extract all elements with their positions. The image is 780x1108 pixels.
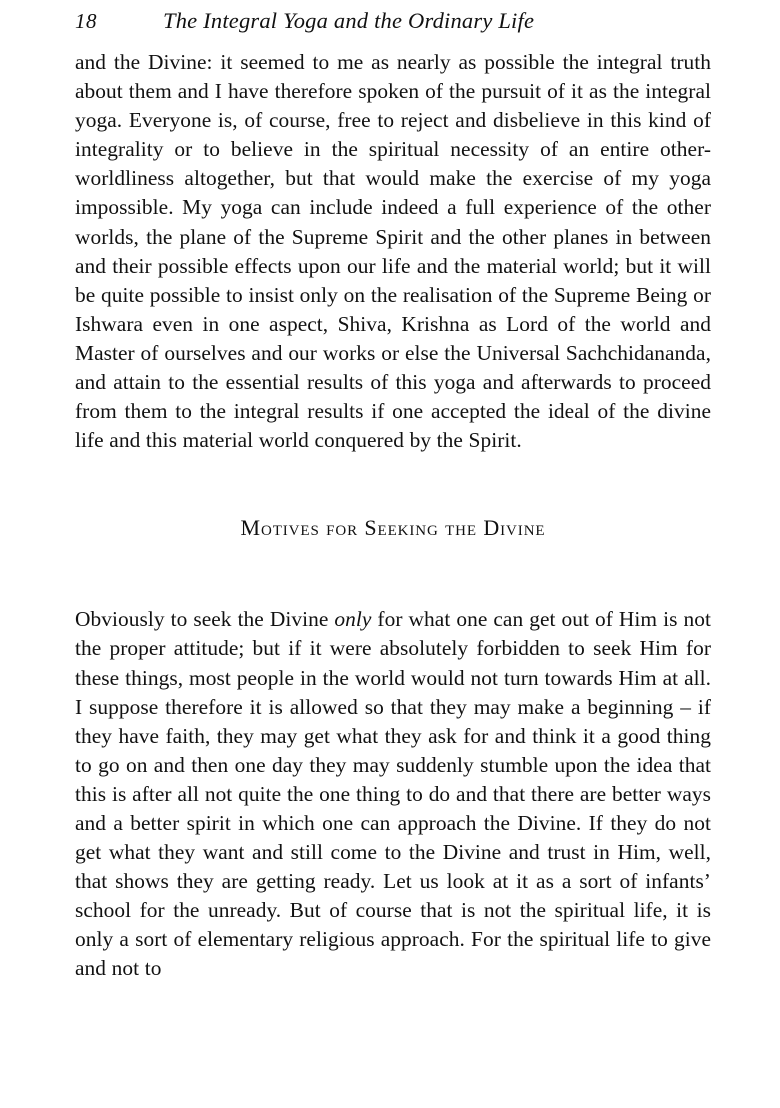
paragraph-two-lead: Obviously to seek the Divine [75, 607, 335, 632]
running-head-title: The Integral Yoga and the Ordinary Life [163, 8, 535, 33]
page-number: 18 [75, 9, 97, 33]
spacer-above-heading [75, 455, 711, 513]
spacer-below-heading [75, 543, 711, 605]
text-block [75, 48, 711, 984]
section-heading: Motives for Seeking the Divine [240, 515, 546, 541]
paragraph-two [75, 605, 711, 983]
emphasis-only: only [334, 607, 372, 632]
paragraph-two-rest: for what one can get out of Him is not the proper attitude; but if it were absolutely forbidden to seek Him for these things, most people in the world would not turn towards Him at all. I suppose therefore it is allowed so that they may make a beginning – if they have faith, they may get what they ask for and think it a good thing to go on and then one day they may suddenly stumble upon the idea that this is after all not quite the one thing to do and that there are better ways and a better spirit in which one can approach the Divine. If they do not get what they want and still come to the Divine and trust in Him, well, that shows they are getting ready. Let us look at it as a sort of infants’ school for the unready. But of course that is not the spiritual life, it is only a sort of elementary religious approach. For the spiritual life to give and not to [75, 607, 711, 981]
paragraph-one: and the Divine: it seemed to me as nearly as possible the integral truth about them and I have therefore spoken of the pursuit of it as the integral yoga. Everyone is, of course, free to reject and disbelieve in this kind of integrality or to believe in the spiritual necessity of an entire other-worldliness altogether, but that would make the exercise of my yoga impossible. My yoga can include indeed a full experience of the other worlds, the plane of the Supreme Spirit and the other planes in between and their possible effects upon our life and the material world; but it will be quite possible to insist only on the realisation of the Supreme Being or Ishwara even in one aspect, Shiva, Krishna as Lord of the world and Master of ourselves and our works or else the Universal Sachchidananda, and attain to the essential results of this yoga and afterwards to proceed from them to the integral results if one accepted the ideal of the divine life and this material world conquered by the Spirit. [75, 50, 711, 453]
running-head [75, 8, 709, 42]
